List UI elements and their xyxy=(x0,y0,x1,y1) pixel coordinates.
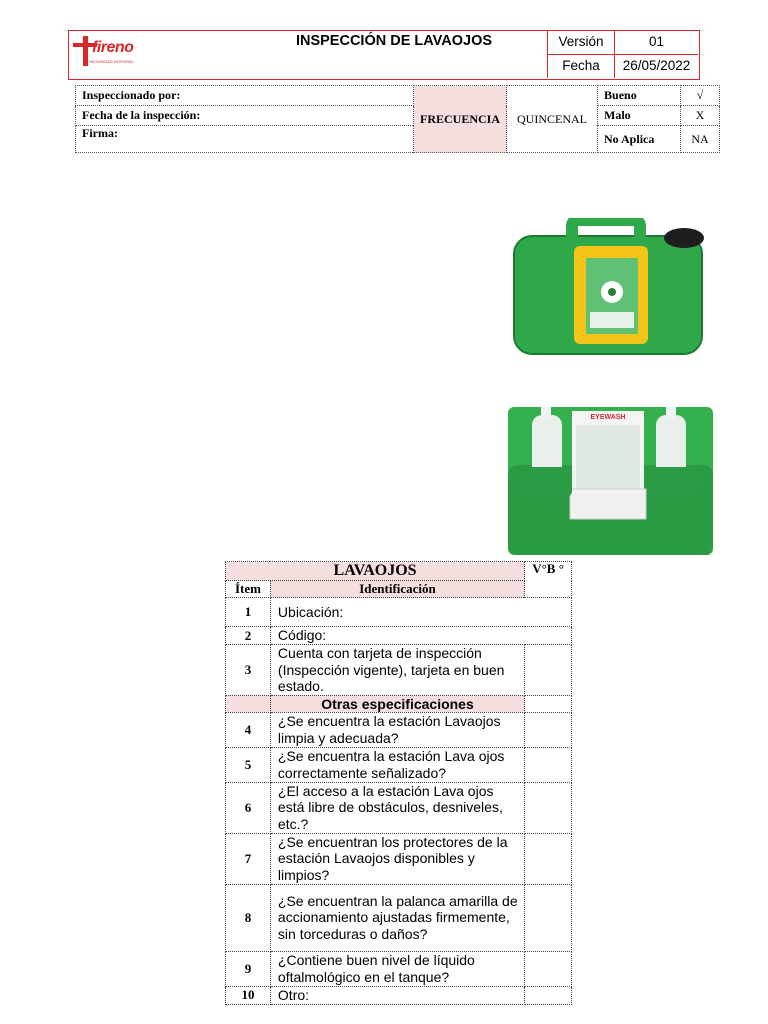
legend-bad-symbol: X xyxy=(681,106,720,126)
section-other-specs: Otras especificaciones xyxy=(270,695,524,712)
item-question: ¿Se encuentran los protectores de la estación Lavaojos disponibles y limpios? xyxy=(270,833,524,884)
vb-check-cell[interactable] xyxy=(525,645,572,696)
legend-na-symbol: NA xyxy=(681,126,720,153)
legend-good-symbol: √ xyxy=(681,86,720,106)
identification-header: Identificación xyxy=(270,581,524,598)
item-number: 5 xyxy=(226,747,271,782)
portable-eyewash-image xyxy=(510,218,710,358)
item-question: Ubicación: xyxy=(270,598,571,627)
item-number: 8 xyxy=(226,884,271,951)
inspection-info-table xyxy=(75,85,720,153)
item-question: ¿Se encuentra la estación Lavaojos limpia y adecuada? xyxy=(270,712,524,747)
signature-field[interactable]: Firma: xyxy=(76,126,414,153)
item-question: ¿Se encuentra la estación Lava ojos correctamente señalizado? xyxy=(270,747,524,782)
logo-tagline: SEGURIDAD INTEGRAL xyxy=(89,59,134,64)
item-number: 3 xyxy=(226,645,271,696)
logo-wordmark: fireno xyxy=(92,39,134,56)
station-sign-text: EYEWASH xyxy=(590,414,626,421)
vb-check-cell[interactable] xyxy=(525,884,572,951)
item-question: ¿Contiene buen nivel de líquido oftalmológico en el tanque? xyxy=(270,951,524,986)
vb-check-cell[interactable] xyxy=(525,712,572,747)
item-number: 10 xyxy=(226,986,271,1004)
item-number: 7 xyxy=(226,833,271,884)
item-number: 4 xyxy=(226,712,271,747)
vb-check-cell[interactable] xyxy=(525,782,572,833)
version-value: 01 xyxy=(648,34,665,49)
vb-check-cell[interactable] xyxy=(525,747,572,782)
inspected-by-field[interactable]: Inspeccionado por: xyxy=(76,86,414,106)
item-number: 6 xyxy=(226,782,271,833)
inspection-date-field[interactable]: Fecha de la inspección: xyxy=(76,106,414,126)
vb-check-cell[interactable] xyxy=(525,951,572,986)
vb-header: V°B ° xyxy=(525,562,572,598)
legend-bad-label: Malo xyxy=(598,106,681,126)
item-number: 1 xyxy=(226,598,271,627)
item-number: 2 xyxy=(226,627,271,645)
frequency-label: FRECUENCIA xyxy=(414,86,507,153)
legend-good-label: Bueno xyxy=(598,86,681,106)
eyewash-station-image xyxy=(508,405,713,557)
frequency-value: QUINCENAL xyxy=(507,86,598,153)
company-logo xyxy=(71,34,151,70)
legend-na-label: No Aplica xyxy=(598,126,681,153)
checklist-table xyxy=(225,561,572,1005)
item-question: ¿El acceso a la estación Lava ojos está libre de obstáculos, desniveles, etc.? xyxy=(270,782,524,833)
item-question: Código: xyxy=(270,627,571,645)
vb-check-cell[interactable] xyxy=(525,986,572,1004)
item-number: 9 xyxy=(226,951,271,986)
version-label: Versión xyxy=(558,34,604,49)
item-question: Cuenta con tarjeta de inspección (Inspección vigente), tarjeta en buen estado. xyxy=(270,645,524,696)
item-header: Ítem xyxy=(226,581,271,598)
document-title: INSPECCIÓN DE LAVAOJOS xyxy=(295,33,493,49)
checklist-title: LAVAOJOS xyxy=(226,562,525,581)
vb-check-cell[interactable] xyxy=(525,833,572,884)
item-question: Otro: xyxy=(270,986,524,1004)
date-label: Fecha xyxy=(562,58,600,73)
document-header xyxy=(68,30,700,80)
date-value: 26/05/2022 xyxy=(622,58,691,73)
item-question: ¿Se encuentran la palanca amarilla de accionamiento ajustadas firmemente, sin torceduras o daños? xyxy=(270,884,524,951)
